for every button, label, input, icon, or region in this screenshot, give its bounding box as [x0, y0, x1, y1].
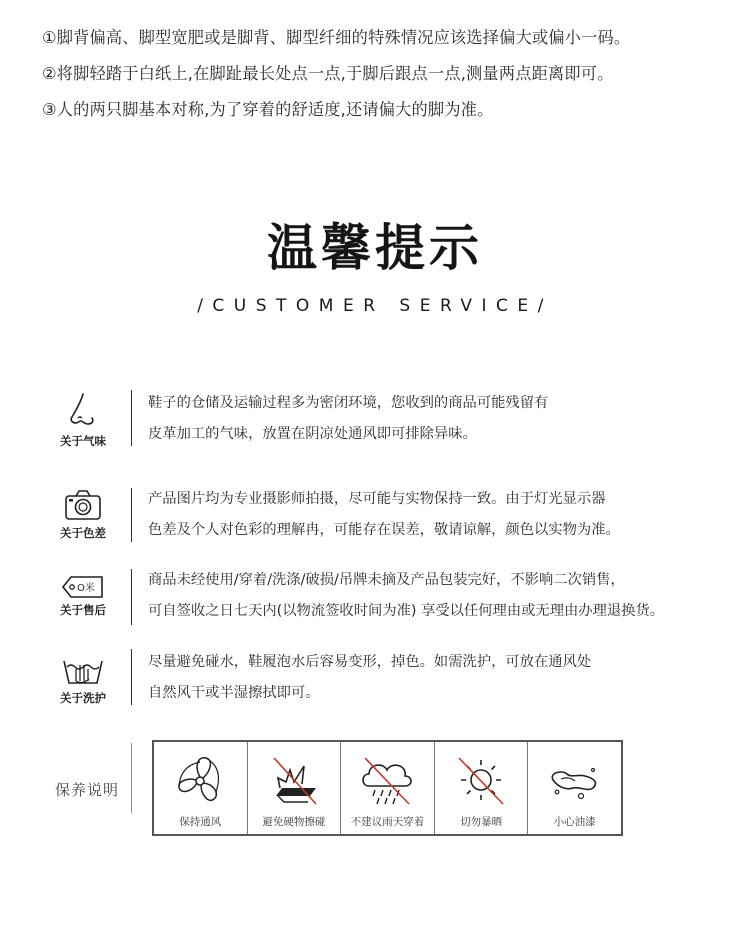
wash-icon	[62, 651, 104, 687]
tip-icon-wrap	[48, 651, 118, 706]
tip-line: 色差及个人对色彩的理解冉，可能存在误差，敬请谅解，颜色以实物为准。	[148, 522, 620, 538]
care-item	[435, 742, 529, 834]
divider	[131, 743, 132, 813]
note-line: ③人的两只脚基本对称,为了穿着的舒适度,还请偏大的脚为准。	[42, 100, 494, 119]
tip-label: 关于洗护	[60, 691, 106, 705]
tip-line: 可自签收之日七天内(以物流签收时间为准) 享受以任何理由或无理由办理退换货。	[148, 603, 665, 619]
tip-line: 产品图片均为专业摄影师拍摄，尽可能与实物保持一致。由于灯光显示器	[148, 491, 606, 507]
care-caption: 切勿暴晒	[460, 816, 503, 828]
svg-text:O米: O米	[77, 583, 95, 594]
nose-icon	[63, 390, 103, 430]
divider	[131, 390, 132, 446]
tip-label: 关于色差	[60, 526, 106, 540]
no-sun-icon	[451, 752, 511, 810]
tip-label: 关于售后	[60, 603, 106, 617]
care-item	[528, 742, 621, 834]
care-caption: 不建议雨天穿着	[350, 816, 425, 828]
tip-text	[148, 484, 620, 546]
tip-line: 尽量避免碰水，鞋履泡水后容易变形，掉色。如需洗护，可放在通风处	[148, 654, 592, 670]
tip-line: 鞋子的仓储及运输过程多为密闭环境，您收到的商品可能残留有	[148, 395, 549, 411]
divider	[131, 569, 132, 625]
care-item	[154, 742, 248, 834]
tip-text	[148, 647, 591, 709]
tip-text	[148, 388, 548, 450]
care-grid	[152, 740, 623, 836]
sizing-notes	[42, 20, 630, 128]
note-line: ②将脚轻踏于白纸上,在脚趾最长处点一点,于脚后跟点一点,测量两点距离即可。	[42, 64, 614, 83]
divider	[131, 649, 132, 705]
no-hard-object-icon	[264, 752, 324, 810]
tip-line: 皮革加工的气味，放置在阴凉处通风即可排除异味。	[148, 426, 477, 442]
care-caption: 小心油漆	[553, 816, 596, 828]
tip-icon-wrap	[48, 575, 118, 618]
tip-icon-wrap	[48, 390, 118, 449]
fan-icon	[170, 752, 230, 810]
page-subtitle: /CUSTOMER SERVICE/	[197, 296, 553, 316]
care-item	[248, 742, 342, 834]
care-item	[341, 742, 435, 834]
tip-text	[148, 565, 664, 627]
oil-stain-icon	[545, 752, 605, 810]
care-caption: 保持通风	[179, 816, 222, 828]
tip-icon-wrap	[48, 488, 118, 541]
no-rain-icon	[357, 752, 417, 810]
tip-line: 自然风干或半湿擦拭即可。	[148, 685, 320, 701]
care-label: 保养说明	[55, 781, 120, 799]
tag-icon	[61, 575, 105, 599]
divider	[131, 488, 132, 542]
camera-icon	[63, 488, 103, 522]
tip-label: 关于气味	[60, 434, 106, 448]
tip-line: 商品未经使用/穿着/洗涤/破损/吊牌未摘及产品包装完好，不影响二次销售，	[148, 572, 625, 588]
care-caption: 避免硬物擦碰	[262, 816, 326, 828]
page-title: 温馨提示	[267, 219, 483, 277]
note-line: ①脚背偏高、脚型宽肥或是脚背、脚型纤细的特殊情况应该选择偏大或偏小一码。	[42, 28, 631, 47]
